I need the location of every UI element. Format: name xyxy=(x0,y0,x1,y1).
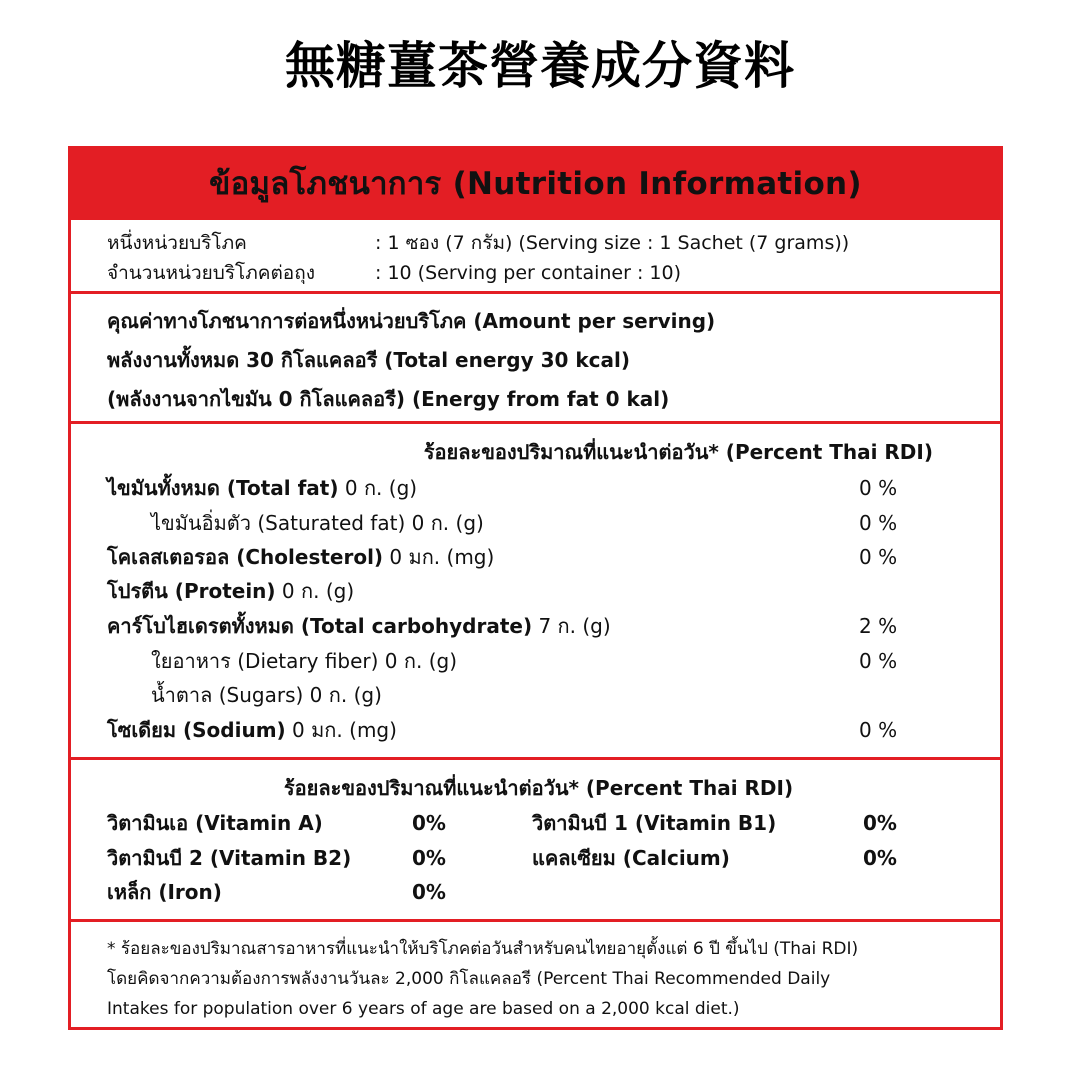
nutrient-name: โปรตีน (Protein) xyxy=(107,579,276,603)
nutrient-amount: 0 ก. (g) xyxy=(303,683,382,707)
nutrient-name: ไขมันทั้งหมด (Total fat) xyxy=(107,476,339,500)
nutrient-amount: 0 ก. (g) xyxy=(338,476,418,500)
nutrient-row-sodium xyxy=(107,713,907,747)
nutrient-name: โซเดียม (Sodium) xyxy=(107,718,286,742)
rdi-heading: ร้อยละของปริมาณที่แนะนำต่อวัน* (Percent Thai RDI) xyxy=(423,440,933,464)
footnote-line: * ร้อยละของปริมาณสารอาหารที่แนะนำให้บริโภคต่อวันสำหรับคนไทยอายุตั้งแต่ 6 ปี ขึ้นไป (Thai RDI) xyxy=(107,939,859,959)
nutrient-row-sugars xyxy=(151,678,907,712)
nutrient-name: คาร์โบไฮเดรตทั้งหมด (Total carbohydrate) xyxy=(107,614,533,638)
footnote-line: Intakes for population over 6 years of age are based on a 2,000 kcal diet.) xyxy=(107,999,740,1019)
vitamin-b1-name: วิตามินบี 1 (Vitamin B1) xyxy=(532,811,777,835)
nutrient-percent: 0 % xyxy=(859,511,898,535)
nutrient-amount: 0 ก. (g) xyxy=(405,511,484,535)
nutrient-row-total-carbohydrate xyxy=(107,609,907,643)
calcium-percent: 0% xyxy=(863,846,897,870)
total-energy: พลังงานทั้งหมด 30 กิโลแคลอรี (Total energy 30 kcal) xyxy=(107,348,631,372)
nutrient-amount: 0 ก. (g) xyxy=(378,649,458,673)
footnote-section xyxy=(71,919,1000,1027)
nutrient-percent: 0 % xyxy=(859,545,898,569)
nutrient-amount: 0 ก. (g) xyxy=(275,579,355,603)
nutrient-name: น้ำตาล (Sugars) xyxy=(151,683,304,707)
nutrient-amount: 7 ก. (g) xyxy=(532,614,611,638)
vitamin-b2-percent: 0% xyxy=(412,846,446,870)
footnote-line: โดยคิดจากความต้องการพลังงานวันละ 2,000 กิโลแคลอรี (Percent Thai Recommended Daily xyxy=(107,969,831,989)
servings-per-container-label: จำนวนหน่วยบริโภคต่อถุง xyxy=(107,262,315,284)
serving-row xyxy=(107,228,1000,258)
nutrition-label xyxy=(68,146,1003,1030)
vitamin-rdi-heading: ร้อยละของปริมาณที่แนะนำต่อวัน* (Percent Thai RDI) xyxy=(283,776,794,800)
nutrient-name: ใยอาหาร (Dietary fiber) xyxy=(151,649,379,673)
nutrient-amount: 0 มก. (mg) xyxy=(383,545,495,569)
calcium-name: แคลเซียม (Calcium) xyxy=(532,846,730,870)
nutrient-name: ไขมันอิ่มตัว (Saturated fat) xyxy=(151,511,406,535)
vitamin-b1-percent: 0% xyxy=(863,811,897,835)
nutrient-amount: 0 มก. (mg) xyxy=(285,718,397,742)
nutrient-row-saturated-fat xyxy=(151,506,907,540)
nutrient-percent: 0 % xyxy=(859,476,898,500)
vitamin-a-percent: 0% xyxy=(412,811,446,835)
label-header: ข้อมูลโภชนาการ (Nutrition Information) xyxy=(71,149,1000,217)
vitamin-b2-name: วิตามินบี 2 (Vitamin B2) xyxy=(107,846,352,870)
serving-section xyxy=(71,217,1000,291)
nutrient-name: โคเลสเตอรอล (Cholesterol) xyxy=(107,545,384,569)
nutrient-row-cholesterol xyxy=(107,540,907,574)
nutrient-percent: 0 % xyxy=(859,718,898,742)
nutrient-percent: 2 % xyxy=(859,614,898,638)
page-title: 無糖薑茶營養成分資料 xyxy=(285,36,795,95)
nutrient-row-total-fat xyxy=(107,471,907,505)
nutrient-row-protein xyxy=(107,574,907,608)
energy-from-fat: (พลังงานจากไขมัน 0 กิโลแคลอรี) (Energy from fat 0 kal) xyxy=(107,387,670,411)
vitamin-section xyxy=(71,757,1000,919)
serving-size-value: : 1 ซอง (7 กรัม) (Serving size : 1 Sachet (7 grams)) xyxy=(375,232,850,254)
nutrient-percent: 0 % xyxy=(859,649,898,673)
nutrient-row-dietary-fiber xyxy=(151,644,907,678)
amount-section xyxy=(71,291,1000,421)
iron-name: เหล็ก (Iron) xyxy=(107,880,222,904)
serving-size-label: หนึ่งหน่วยบริโภค xyxy=(107,232,247,254)
nutrient-section xyxy=(71,421,1000,757)
iron-percent: 0% xyxy=(412,880,446,904)
vitamin-a-name: วิตามินเอ (Vitamin A) xyxy=(107,811,323,835)
serving-row xyxy=(107,258,1000,288)
servings-per-container-value: : 10 (Serving per container : 10) xyxy=(375,262,681,284)
amount-per-serving: คุณค่าทางโภชนาการต่อหนึ่งหน่วยบริโภค (Amount per serving) xyxy=(107,309,716,333)
